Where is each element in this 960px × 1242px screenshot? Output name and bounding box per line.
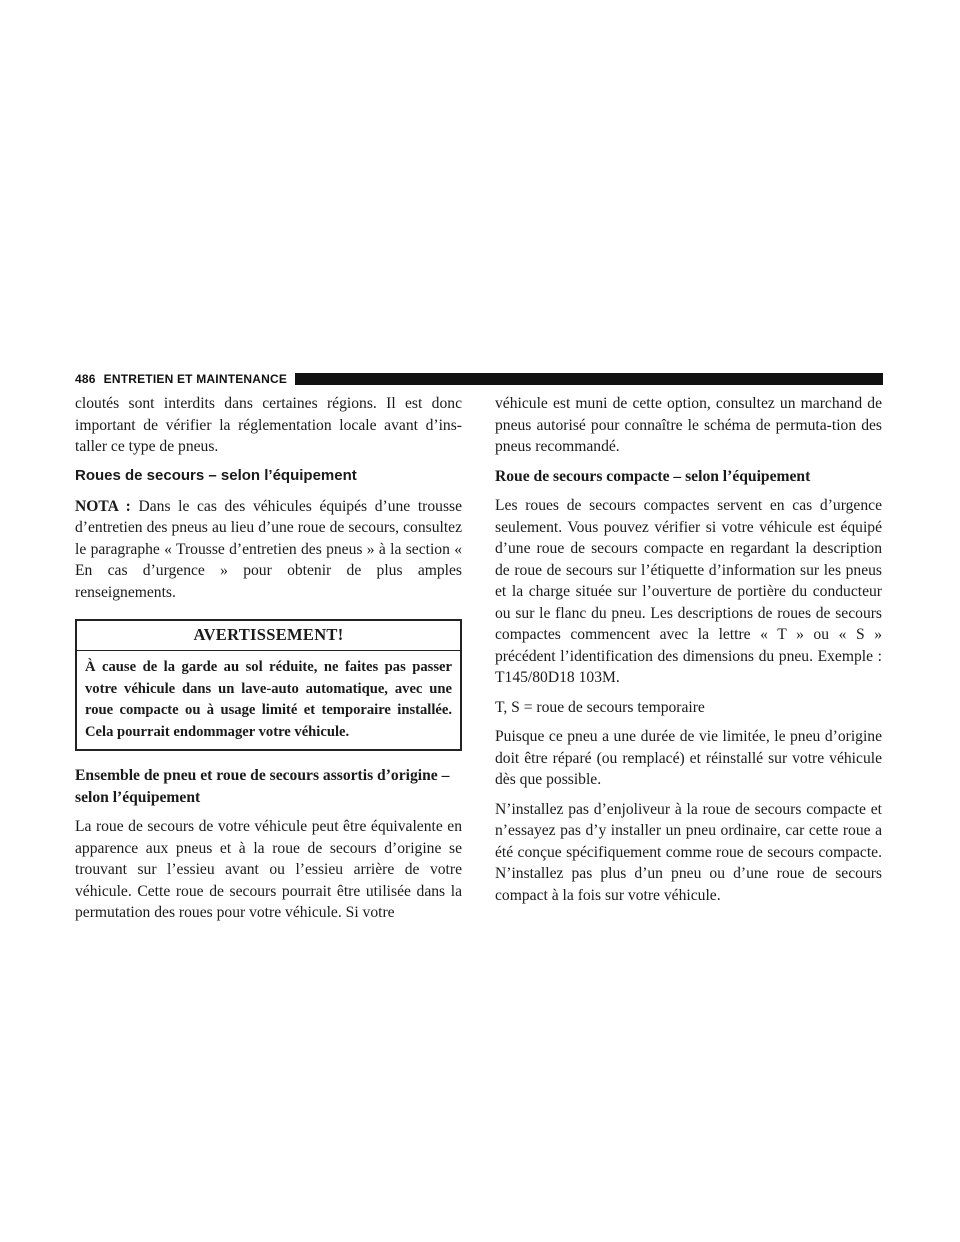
paragraph: T, S = roue de secours temporaire — [495, 698, 705, 716]
section-heading: Roues de secours – selon l’équipement — [75, 466, 357, 484]
warning-text: À cause de la garde au sol réduite, ne faites pas passer votre véhicule dans un lave-auto automatique, avec une roue compacte ou à usage limité et temporaire installée. Cela pourrait endommager votre véhicule. — [85, 659, 452, 740]
right-column — [495, 393, 882, 914]
paragraph: La roue de secours de votre véhicule peut être équivalente en apparence aux pneus et à la roue de secours d’origine se trouvant sur l’essieu avant ou l’essieu arrière de votre véhicule. Cette roue de secours pourrait être utilisée dans la permutation des roues pour votre véhicule. Si votre — [75, 818, 462, 921]
header-rule — [295, 373, 883, 385]
note-paragraph — [75, 496, 462, 604]
paragraph: N’installez pas d’enjoliveur à la roue de secours compacte et n’essayez pas d’y installer un pneu ordinaire, car cette roue a été conçue spécifiquement comme roue de secours compacte. N’installez pas plus d’un pneu ou d’une roue de secours compact à la fois sur votre véhicule. — [495, 800, 882, 904]
subsection-heading: Ensemble de pneu et roue de secours assortis d’origine – selon l’équipement — [75, 767, 450, 806]
paragraph: cloutés sont interdits dans certaines régions. Il est donc important de vérifier la réglementation locale avant d’ins-taller ce type de pneus. — [75, 395, 462, 455]
paragraph: Puisque ce pneu a une durée de vie limitée, le pneu d’origine doit être réparé (ou remplacé) et réinstallé sur votre véhicule dès que possible. — [495, 728, 882, 788]
page-number: 486 — [75, 372, 96, 386]
subsection-heading: Roue de secours compacte – selon l’équipement — [495, 467, 811, 485]
note-text: Dans le cas des véhicules équipés d’une trousse d’entretien des pneus au lieu d’une roue de secours, consultez le paragraphe « Trousse d’entretien des pneus » à la section « En cas d’urgence » pour obtenir de plus amples renseignements. — [75, 497, 462, 601]
warning-title: AVERTISSEMENT! — [77, 621, 460, 651]
left-column — [75, 393, 462, 932]
note-label: NOTA : — [75, 497, 131, 515]
paragraph: Les roues de secours compactes servent en cas d’urgence seulement. Vous pouvez vérifier si votre véhicule est équipé d’une roue de secours compacte en regardant la description de roue de secours sur l’étiquette d’information sur les pneus et la charge située sur l’ouverture de portière du conducteur ou sur le flanc du pneu. Les descriptions de roues de secours compactes commencent avec la lettre « T » ou « S » précédent l’identification des dimensions du pneu. Exemple : T145/80D18 103M. — [495, 497, 882, 686]
paragraph: véhicule est muni de cette option, consultez un marchand de pneus autorisé pour connaître le schéma de permuta-tion des pneus recommandé. — [495, 395, 882, 455]
warning-box — [75, 619, 462, 751]
section-title: ENTRETIEN ET MAINTENANCE — [103, 372, 288, 386]
page-header — [75, 371, 883, 387]
